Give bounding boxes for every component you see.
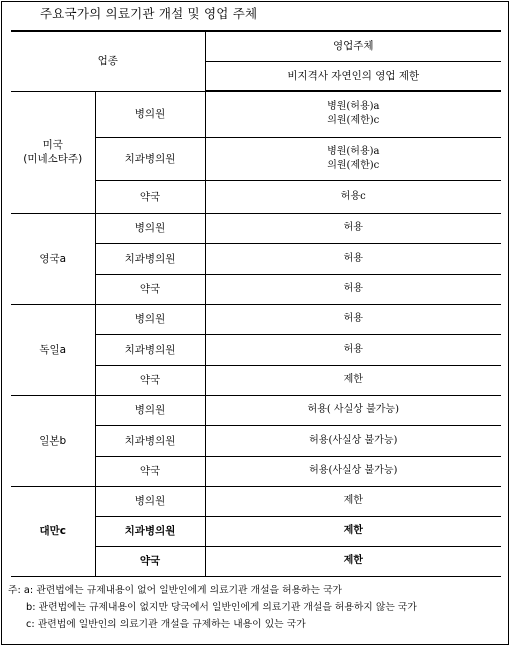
industry-type-cell: 병의원 xyxy=(95,395,205,425)
entity-value-cell: 허용 xyxy=(205,334,501,365)
entity-value-cell: 허용c xyxy=(205,180,501,213)
industry-header: 업종 xyxy=(11,31,205,91)
entity-value-cell: 허용 xyxy=(205,243,501,274)
industry-type-cell: 병의원 xyxy=(95,213,205,243)
industry-type-cell: 치과병의원 xyxy=(95,334,205,365)
industry-type-cell: 약국 xyxy=(95,180,205,213)
industry-type-cell: 약국 xyxy=(95,546,205,576)
table-row xyxy=(11,213,501,243)
industry-type-cell: 치과병의원 xyxy=(95,243,205,274)
country-cell: 독일a xyxy=(11,304,95,395)
entity-value-cell: 병원(허용)a 의원(제한)c xyxy=(205,91,501,137)
entity-value-cell: 제한 xyxy=(205,365,501,395)
entity-value-cell: 제한 xyxy=(205,486,501,516)
footnote-c xyxy=(8,616,417,633)
footnote-text: 관련법에는 규제내용이 없지만 당국에서 일반인에게 의료기관 개설을 허용하지 않는 국가 xyxy=(38,602,417,613)
industry-type-cell: 병의원 xyxy=(95,91,205,137)
industry-type-cell: 치과병의원 xyxy=(95,137,205,180)
entity-value-cell: 허용( 사실상 불가능) xyxy=(205,395,501,425)
entity-value-cell: 허용 xyxy=(205,213,501,243)
footnote-text: 관련법에는 규제내용이 없어 일반인에게 의료기관 개설을 허용하는 국가 xyxy=(36,585,343,596)
industry-type-cell: 약국 xyxy=(95,456,205,486)
table-row xyxy=(11,486,501,516)
entity-value-cell: 병원(허용)a 의원(제한)c xyxy=(205,137,501,180)
country-cell: 일본b xyxy=(11,395,95,486)
table-row xyxy=(11,304,501,334)
industry-type-cell: 약국 xyxy=(95,365,205,395)
business-entity-header: 영업주체 xyxy=(205,31,501,61)
country-cell: 미국 (미네소타주) xyxy=(11,91,95,213)
entity-value-cell: 허용(사실상 불가능) xyxy=(205,425,501,456)
entity-value-cell: 제한 xyxy=(205,546,501,576)
footnote-prefix: b: xyxy=(26,602,36,613)
footnote-a xyxy=(8,582,417,599)
entity-value-cell: 허용 xyxy=(205,274,501,304)
business-entity-table xyxy=(11,30,501,577)
footnotes xyxy=(8,582,417,633)
table-title: 주요국가의 의료기관 개설 및 영업 주체 xyxy=(40,6,258,21)
country-cell: 대만c xyxy=(11,486,95,576)
industry-type-cell: 병의원 xyxy=(95,486,205,516)
entity-value-cell: 허용(사실상 불가능) xyxy=(205,456,501,486)
entity-value-cell: 허용 xyxy=(205,304,501,334)
restriction-subheader: 비지격사 자연인의 영업 제한 xyxy=(205,61,501,91)
footnote-prefix: 주: a: xyxy=(8,585,34,596)
entity-value-cell: 제한 xyxy=(205,516,501,546)
footnote-text: 관련법에 일반인의 의료기관 개설을 규제하는 내용이 있는 국가 xyxy=(37,619,306,630)
footnote-prefix: c: xyxy=(26,619,35,630)
industry-type-cell: 병의원 xyxy=(95,304,205,334)
country-cell: 영국a xyxy=(11,213,95,304)
footnote-b xyxy=(8,599,417,616)
table-row xyxy=(11,91,501,137)
industry-type-cell: 약국 xyxy=(95,274,205,304)
table-row xyxy=(11,395,501,425)
industry-type-cell: 치과병의원 xyxy=(95,516,205,546)
industry-type-cell: 치과병의원 xyxy=(95,425,205,456)
